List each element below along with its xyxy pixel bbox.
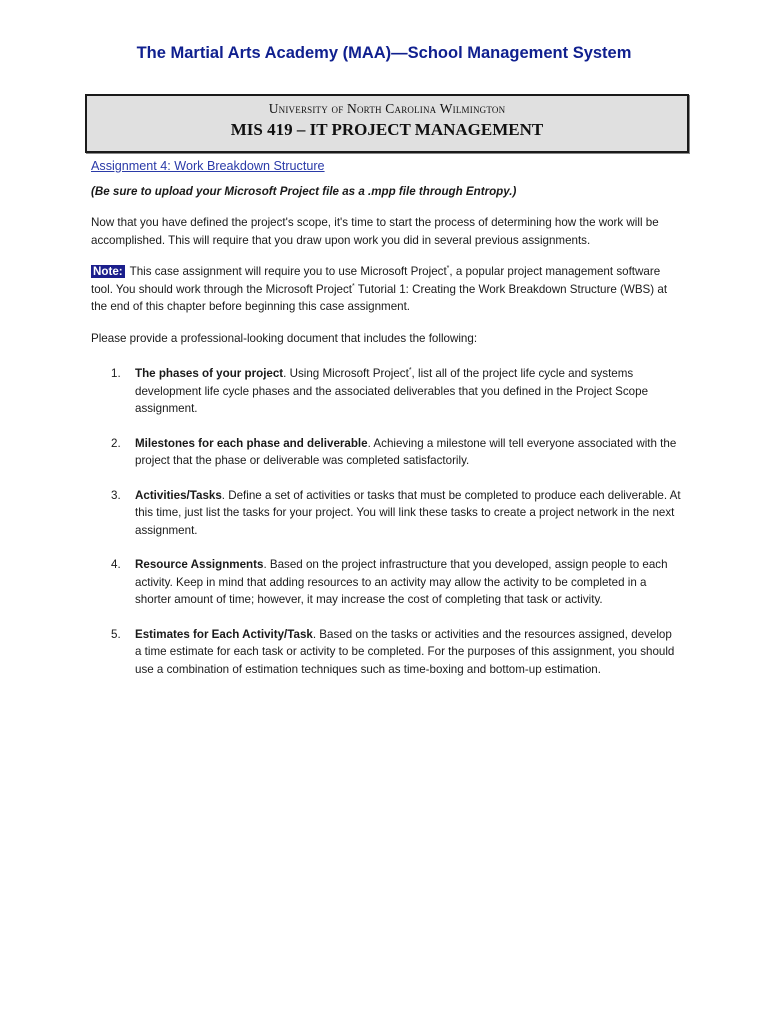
list-item-text: . Achieving a milestone will tell everyone associated with the project that the phase or deliverable was completed satisfactorily. bbox=[135, 436, 677, 467]
note-badge: Note: bbox=[93, 265, 123, 278]
list-item-lead: The phases of your project bbox=[135, 367, 284, 380]
list-item-number: 1. bbox=[111, 367, 121, 380]
list-item-lead: Resource Assignments bbox=[135, 558, 264, 571]
note-paragraph bbox=[91, 263, 681, 316]
list-item-number: 4. bbox=[111, 558, 121, 571]
university-name: University of North Carolina Wilmington bbox=[268, 101, 506, 116]
course-banner bbox=[85, 94, 689, 153]
list-item-text: , list all of the project life cycle and systems development life cycle phases and the associated deliverables that you defined in the Project Scope assignment. bbox=[135, 367, 649, 415]
list-item bbox=[91, 626, 681, 679]
assignment-body bbox=[91, 158, 681, 695]
course-title: MIS 419 – IT PROJECT MANAGEMENT bbox=[230, 120, 544, 139]
list-item-lead: Estimates for Each Activity/Task bbox=[135, 627, 313, 641]
list-item-number: 3. bbox=[111, 488, 121, 502]
list-item bbox=[91, 365, 681, 418]
superscript-mark: * bbox=[352, 282, 355, 290]
list-item-text: . Based on the tasks or activities and the resources assigned, develop a time estimate for each task or activity to be completed. For the purposes of this assignment, you should use a combination of estimation techniques such as time-boxing and bottom-up estimation. bbox=[135, 627, 675, 676]
superscript-mark: * bbox=[446, 265, 450, 273]
intro-paragraph: Now that you have defined the project's scope, it's time to start the process of determining how the work will be accomplished. This will require that you draw upon work you did in several previous assignments. bbox=[91, 216, 659, 247]
list-item-number: 5. bbox=[111, 627, 121, 641]
list-item bbox=[91, 556, 681, 609]
list-item-text: . Based on the project infrastructure that you developed, assign people to each activity. Keep in mind that adding resources to an activity may allow the activity to be completed in a shorter amount of time; however, it may increase the cost of completing that task or activity. bbox=[135, 558, 668, 606]
list-item-text: . Using Microsoft Project bbox=[283, 367, 409, 380]
upload-instruction: (Be sure to upload your Microsoft Project file as a .mpp file through Entropy.) bbox=[91, 184, 517, 198]
note-text-part-2: , a popular project management software tool. You should work through the Microsoft Project bbox=[91, 265, 661, 296]
note-text-part-3: Tutorial 1: Creating the Work Breakdown Structure (WBS) at the end of this chapter before beginning this case assignment. bbox=[91, 282, 668, 313]
list-item-text: . Define a set of activities or tasks that must be completed to produce each deliverable. At this time, just list the tasks for your project. You will link these tasks to create a project network in the next assignment. bbox=[135, 488, 681, 537]
superscript-mark: * bbox=[408, 367, 412, 375]
page-title: The Martial Arts Academy (MAA)—School Management System bbox=[136, 44, 632, 62]
deliverables-list bbox=[91, 365, 681, 678]
assignment-title: Assignment 4: Work Breakdown Structure bbox=[91, 159, 325, 173]
list-item bbox=[91, 435, 681, 470]
list-item-lead: Milestones for each phase and deliverable bbox=[135, 436, 368, 450]
list-item-number: 2. bbox=[111, 436, 121, 450]
list-item bbox=[91, 487, 681, 540]
provide-paragraph: Please provide a professional-looking document that includes the following: bbox=[91, 331, 478, 345]
list-item-lead: Activities/Tasks bbox=[135, 488, 222, 502]
note-text-part-1: This case assignment will require you to use Microsoft Project bbox=[129, 265, 447, 278]
